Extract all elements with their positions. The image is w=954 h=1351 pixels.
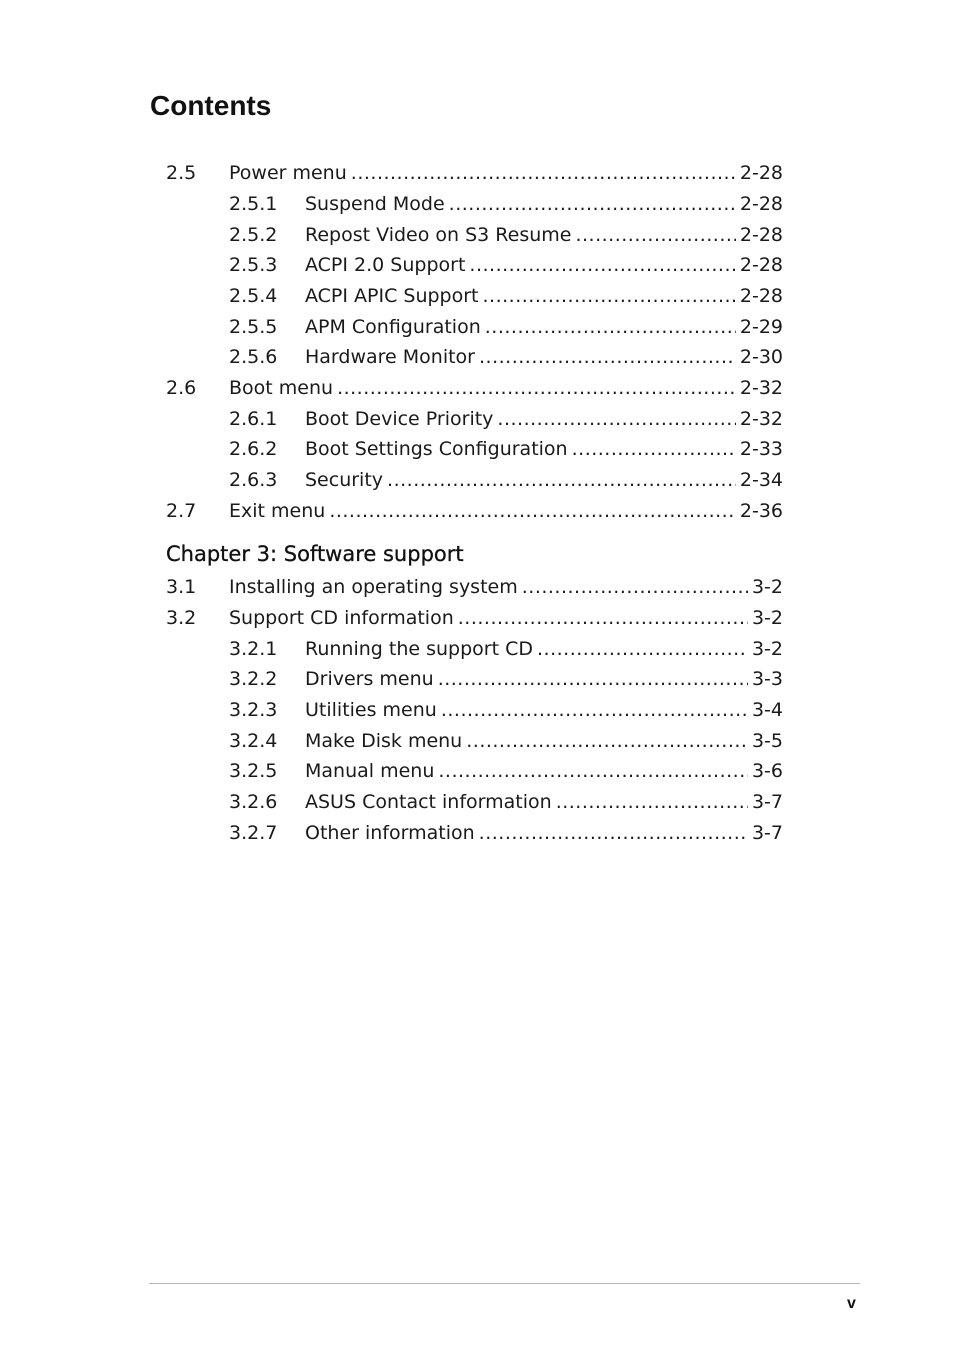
toc-entry-page: 2-36 — [739, 500, 783, 522]
toc-leader-dots — [483, 283, 736, 309]
toc-entry-label: Installing an operating system — [229, 576, 518, 598]
toc-entry-page: 2-28 — [739, 254, 783, 276]
toc-leader-dots — [485, 314, 736, 340]
toc-leader-dots — [575, 222, 735, 248]
toc-entry-page: 2-32 — [739, 377, 783, 399]
toc-entry-label: APM Configuration — [305, 316, 481, 338]
toc-entry-number: 3.2.3 — [229, 699, 278, 721]
toc-entry-number: 2.6.1 — [229, 408, 278, 430]
toc-entry-label: Boot Settings Configuration — [305, 438, 568, 460]
toc-entry-number: 2.5.1 — [229, 193, 278, 215]
toc-entry-3-2-7[interactable] — [229, 820, 783, 846]
toc-entry-label: Support CD information — [229, 607, 454, 629]
toc-leader-dots — [438, 758, 748, 784]
toc-entry-number: 2.6.3 — [229, 469, 278, 491]
toc-entry-page: 2-32 — [739, 408, 783, 430]
toc-leader-dots — [497, 406, 735, 432]
toc-entry-page: 2-28 — [739, 193, 783, 215]
toc-entry-number: 3.2.6 — [229, 791, 278, 813]
toc-entry-number: 3.1 — [166, 576, 197, 598]
toc-leader-dots — [479, 820, 748, 846]
toc-entry-label: ACPI APIC Support — [305, 285, 479, 307]
toc-entry-2-5-5[interactable] — [229, 314, 783, 340]
toc-entry-label: Boot menu — [229, 377, 334, 399]
toc-entry-label: Manual menu — [305, 760, 435, 782]
toc-entry-page: 3-7 — [751, 791, 783, 813]
toc-entry-page: 2-30 — [739, 346, 783, 368]
toc-entry-number: 2.5.4 — [229, 285, 278, 307]
toc-entry-number: 2.6 — [166, 377, 197, 399]
toc-entry-2-5-4[interactable] — [229, 283, 783, 309]
toc-entry-3-1[interactable] — [166, 574, 783, 600]
toc-entry-label: Power menu — [229, 162, 347, 184]
toc-leader-dots — [337, 375, 736, 401]
toc-entry-label: ASUS Contact information — [305, 791, 552, 813]
toc-entry-2-5-6[interactable] — [229, 344, 783, 370]
footer-page-number: v — [847, 1295, 856, 1312]
toc-entry-page: 3-3 — [751, 668, 783, 690]
toc-leader-dots — [351, 160, 736, 186]
toc-entry-page: 2-28 — [739, 224, 783, 246]
toc-entry-number: 2.5 — [166, 162, 197, 184]
toc-entry-page: 3-5 — [751, 730, 783, 752]
toc-entry-page: 2-33 — [739, 438, 783, 460]
toc-entry-number: 2.5.6 — [229, 346, 278, 368]
toc-entry-number: 2.7 — [166, 500, 197, 522]
footer-divider — [149, 1283, 860, 1284]
toc-entry-label: Running the support CD — [305, 638, 533, 660]
toc-entry-page: 2-29 — [739, 316, 783, 338]
toc-entry-label: Repost Video on S3 Resume — [305, 224, 572, 246]
toc-entry-number: 3.2.1 — [229, 638, 278, 660]
toc-entry-2-6[interactable] — [166, 375, 783, 401]
page-title: Contents — [150, 90, 272, 121]
toc-entry-page: 3-6 — [751, 760, 783, 782]
toc-entry-3-2-1[interactable] — [229, 636, 783, 662]
toc-entry-3-2[interactable] — [166, 605, 783, 631]
toc-entry-label: Boot Device Priority — [305, 408, 494, 430]
chapter-heading: Chapter 3: Software support — [166, 542, 464, 566]
toc-entry-label: Other information — [305, 822, 475, 844]
toc-entry-number: 2.5.3 — [229, 254, 278, 276]
toc-entry-page: 2-28 — [739, 162, 783, 184]
toc-leader-dots — [329, 498, 736, 524]
toc-entry-2-7[interactable] — [166, 498, 783, 524]
toc-entry-number: 3.2.2 — [229, 668, 278, 690]
toc-leader-dots — [479, 344, 736, 370]
toc-entry-2-6-2[interactable] — [229, 436, 783, 462]
toc-entry-label: Security — [305, 469, 384, 491]
toc-entry-2-5-1[interactable] — [229, 191, 783, 217]
toc-entry-number: 3.2.4 — [229, 730, 278, 752]
toc-entry-number: 3.2.5 — [229, 760, 278, 782]
toc-entry-page: 3-2 — [751, 638, 783, 660]
toc-entry-3-2-4[interactable] — [229, 728, 783, 754]
toc-entry-number: 3.2.7 — [229, 822, 278, 844]
toc-entry-label: Utilities menu — [305, 699, 437, 721]
toc-entry-page: 2-34 — [739, 469, 783, 491]
toc-entry-2-5[interactable] — [166, 160, 783, 186]
toc-entry-3-2-3[interactable] — [229, 697, 783, 723]
toc-entry-number: 2.6.2 — [229, 438, 278, 460]
toc-entry-3-2-2[interactable] — [229, 666, 783, 692]
toc-entry-2-5-2[interactable] — [229, 222, 783, 248]
toc-leader-dots — [441, 697, 748, 723]
toc-entry-label: Make Disk menu — [305, 730, 463, 752]
toc-leader-dots — [466, 728, 748, 754]
toc-leader-dots — [387, 467, 736, 493]
toc-entry-2-6-3[interactable] — [229, 467, 783, 493]
toc-entry-number: 3.2 — [166, 607, 197, 629]
toc-entry-page: 3-4 — [751, 699, 783, 721]
toc-leader-dots — [449, 191, 736, 217]
toc-leader-dots — [438, 666, 748, 692]
toc-entry-label: Drivers menu — [305, 668, 434, 690]
toc-entry-page: 3-7 — [751, 822, 783, 844]
toc-entry-label: Hardware Monitor — [305, 346, 475, 368]
toc-leader-dots — [458, 605, 748, 631]
toc-entry-3-2-5[interactable] — [229, 758, 783, 784]
toc-entry-2-6-1[interactable] — [229, 406, 783, 432]
toc-leader-dots — [556, 789, 748, 815]
toc-leader-dots — [469, 252, 735, 278]
toc-leader-dots — [537, 636, 748, 662]
toc-entry-2-5-3[interactable] — [229, 252, 783, 278]
toc-entry-number: 2.5.5 — [229, 316, 278, 338]
toc-entry-number: 2.5.2 — [229, 224, 278, 246]
toc-entry-label: Exit menu — [229, 500, 326, 522]
toc-entry-label: Suspend Mode — [305, 193, 445, 215]
toc-leader-dots — [522, 574, 748, 600]
toc-entry-page: 2-28 — [739, 285, 783, 307]
toc-entry-page: 3-2 — [751, 607, 783, 629]
toc-entry-label: ACPI 2.0 Support — [305, 254, 466, 276]
toc-entry-3-2-6[interactable] — [229, 789, 783, 815]
toc-leader-dots — [572, 436, 736, 462]
toc-entry-page: 3-2 — [751, 576, 783, 598]
